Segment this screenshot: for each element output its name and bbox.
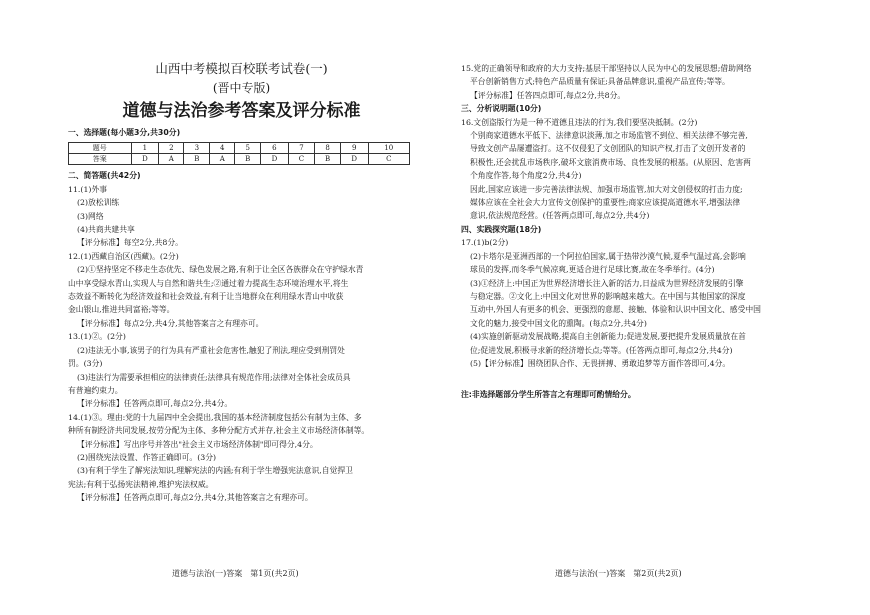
answer-key-title: 道德与法治参考答案及评分标准 [122, 101, 361, 121]
answer-cell: B [184, 154, 210, 165]
answer-cell: D [340, 154, 368, 165]
question-number-cell: 4 [210, 143, 235, 154]
answer-line: 因此,国家应该进一步完善法律法规、加强市场监管,加大对文创侵权的打击力度; [470, 184, 743, 194]
answer-line: (3)违法行为需要承担相应的法律责任;法律具有规范作用;法律对全体社会成员具 [77, 372, 351, 382]
answer-line: 球员的发挥,而冬季气候凉爽,更适合进行足球比赛,故在冬季举行。(4分) [470, 265, 715, 275]
section-heading-choice: 一、选择题(每小题3分,共30分) [68, 128, 181, 137]
answer-line: 平台创新销售方式;特色产品质量有保证;具备品牌意识,重视产品宣传;等等。 [470, 77, 730, 87]
answer-line: 【评分标准】任答两点即可,每点2分,共4分。 [77, 399, 233, 409]
answer-line: (3)网络 [77, 211, 104, 221]
answer-line: 15.党的正确领导和政府的大力支持;基层干部坚持以人民为中心的发展思想;借助网络 [461, 64, 752, 73]
answer-line: 罚。(3分) [68, 359, 103, 369]
answer-line: 文化的魅力,接受中国文化的熏陶。(每点2分,共4分) [470, 318, 647, 328]
question-number-cell: 9 [340, 143, 368, 154]
answer-table-number-row [69, 143, 410, 154]
question-number-cell: 8 [315, 143, 341, 154]
answer-line: 山中享受绿水青山,实现人与自然和谐共生;②通过着力提高生态环境治理水平,将生 [68, 278, 349, 288]
section-heading: 三、分析说明题(10分) [461, 104, 542, 114]
answer-line: 【评分标准】写出序号并答出"社会主义市场经济体制"即可得分,4分。 [77, 439, 318, 449]
answer-line: (5)【评分标准】围绕团队合作、无畏拼搏、勇敢追梦等方面作答即可,4分。 [470, 358, 731, 368]
question-number-cell: 1 [131, 143, 159, 154]
answer-line: (2)①坚持坚定不移走生态优先、绿色发展之路,有利于让全区各族群众在守护绿水青 [77, 265, 364, 275]
answer-line: (2)违法无小事,该男子的行为具有严重社会危害性,触犯了刑法,理应受到刑罚处 [77, 345, 345, 355]
exam-title: 山西中考模拟百校联考试卷(一) [155, 61, 328, 76]
answer-line: 14.(1)③。理由:党的十九届四中全会提出,我国的基本经济制度包括公有制为主体、多 [68, 412, 362, 422]
answer-line: (4)实施创新驱动发展战略,提高自主创新能力;促进发展,要把提升发展质量放在首 [470, 332, 746, 342]
answer-line: 与稳定器。②文化上:中国文化对世界的影响越来越大。在中国与其他国家的深度 [470, 291, 746, 301]
answer-line: 金山银山,推进共同富裕;等等。 [68, 305, 175, 315]
answer-cell: A [210, 154, 235, 165]
answer-line: (4)共商共建共享 [77, 225, 135, 235]
answer-line: 位;促进发展,积极寻求新的经济增长点;等等。(任答两点即可,每点2分,共4分) [470, 345, 733, 355]
question-number-cell: 2 [159, 143, 184, 154]
answer-line: (2)放松训练 [77, 198, 120, 208]
question-number-cell: 5 [235, 143, 261, 154]
answer-line: 媒体应该在全社会大力宣传文创保护的重要性;商家应该提高道德水平,增强法律 [470, 198, 741, 208]
answer-cell: B [315, 154, 341, 165]
answer-line: 有普遍约束力。 [68, 385, 123, 395]
question-number-cell: 7 [288, 143, 315, 154]
answer-line: 11.(1)外事 [68, 184, 108, 194]
answer-line: 17.(1)b(2分) [461, 238, 509, 248]
right-page [435, 0, 870, 615]
answer-line: 12.(1)西藏自治区(西藏)。(2分) [68, 251, 179, 261]
answer-line: 互动中,外国人有更多的机会、更强烈的意愿、接触、体验和认识中国文化、感受中国 [470, 305, 761, 315]
answer-line: 意识,依法规范经营。(任答两点即可,每点2分,共4分) [470, 211, 650, 221]
section-heading: 二、简答题(共42分) [68, 171, 141, 181]
answer-cell: A [159, 154, 184, 165]
answer-line: 16.文创盗版行为是一种不道德且违法的行为,我们要坚决抵制。(2分) [461, 117, 698, 127]
answer-line: (2)卡塔尔是亚洲西部的一个阿拉伯国家,属于热带沙漠气候,夏季气温过高,会影响 [470, 251, 746, 261]
answer-cell: D [261, 154, 289, 165]
left-answer-body [68, 169, 415, 504]
right-answer-body [461, 62, 852, 370]
table-row-label: 答案 [69, 154, 132, 165]
answer-line: 个角度作答,每个角度2分,共4分) [470, 171, 582, 181]
question-number-cell: 3 [184, 143, 210, 154]
answer-cell: C [368, 154, 409, 165]
table-row-label: 题号 [69, 143, 132, 154]
page-footer-left: 道德与法治(一)答案 第1页(共2页) [172, 569, 299, 578]
section-heading: 四、实践探究题(18分) [461, 224, 542, 234]
answer-table-answer-row [69, 154, 410, 165]
answer-line: 【评分标准】任答两点即可,每点2分,共4分,其他答案言之有理亦可。 [77, 493, 313, 503]
question-number-cell: 10 [368, 143, 409, 154]
answer-cell: C [288, 154, 315, 165]
answer-line: (2)围绕宪法设置、作答正确即可。(3分) [77, 452, 217, 462]
answer-table [68, 142, 410, 165]
exam-edition: (晋中专版) [212, 81, 271, 95]
answer-line: 【评分标准】每点2分,共4分,其他答案言之有理亦可。 [77, 318, 264, 328]
answer-line: (3)有利于学生了解宪法知识,理解宪法的内涵;有利于学生增强宪法意识,自觉捍卫 [77, 466, 353, 476]
answer-line: 宪法;有利于弘扬宪法精神,维护宪法权威。 [68, 479, 214, 489]
grading-note: 注:非选择题部分学生所答言之有理即可酌情给分。 [461, 390, 636, 400]
answer-line: 种所有制经济共同发展,按劳分配为主体、多种分配方式并存,社会主义市场经济体制等。 [68, 426, 370, 436]
answer-line: 个别商家道德水平低下、法律意识淡薄,加之市场监管不到位、相关法律不够完善, [470, 131, 748, 141]
page-footer-right: 道德与法治(一)答案 第2页(共2页) [555, 569, 682, 578]
answer-line: (3)①经济上:中国正为世界经济增长注入新的活力,日益成为世界经济发展的引擎 [470, 278, 744, 288]
answer-cell: B [235, 154, 261, 165]
question-number-cell: 6 [261, 143, 289, 154]
answer-line: 积极性,还会扰乱市场秩序,破坏文旅消费市场、良性发展的根基。(从原因、危害两 [470, 157, 751, 167]
answer-line: 态效益不断转化为经济效益和社会效益,有利于让当地群众在利用绿水青山中收获 [68, 292, 344, 302]
answer-line: 导致文创产品屡遭盗打。这不仅侵犯了文创团队的知识产权,打击了文创开发者的 [470, 144, 746, 154]
answer-cell: D [131, 154, 159, 165]
answer-line: 13.(1)②。(2分) [68, 332, 126, 342]
answer-line: 【评分标准】每空2分,共8分。 [77, 238, 183, 248]
answer-line: 【评分标准】任答四点即可,每点2分,共8分。 [470, 90, 626, 100]
